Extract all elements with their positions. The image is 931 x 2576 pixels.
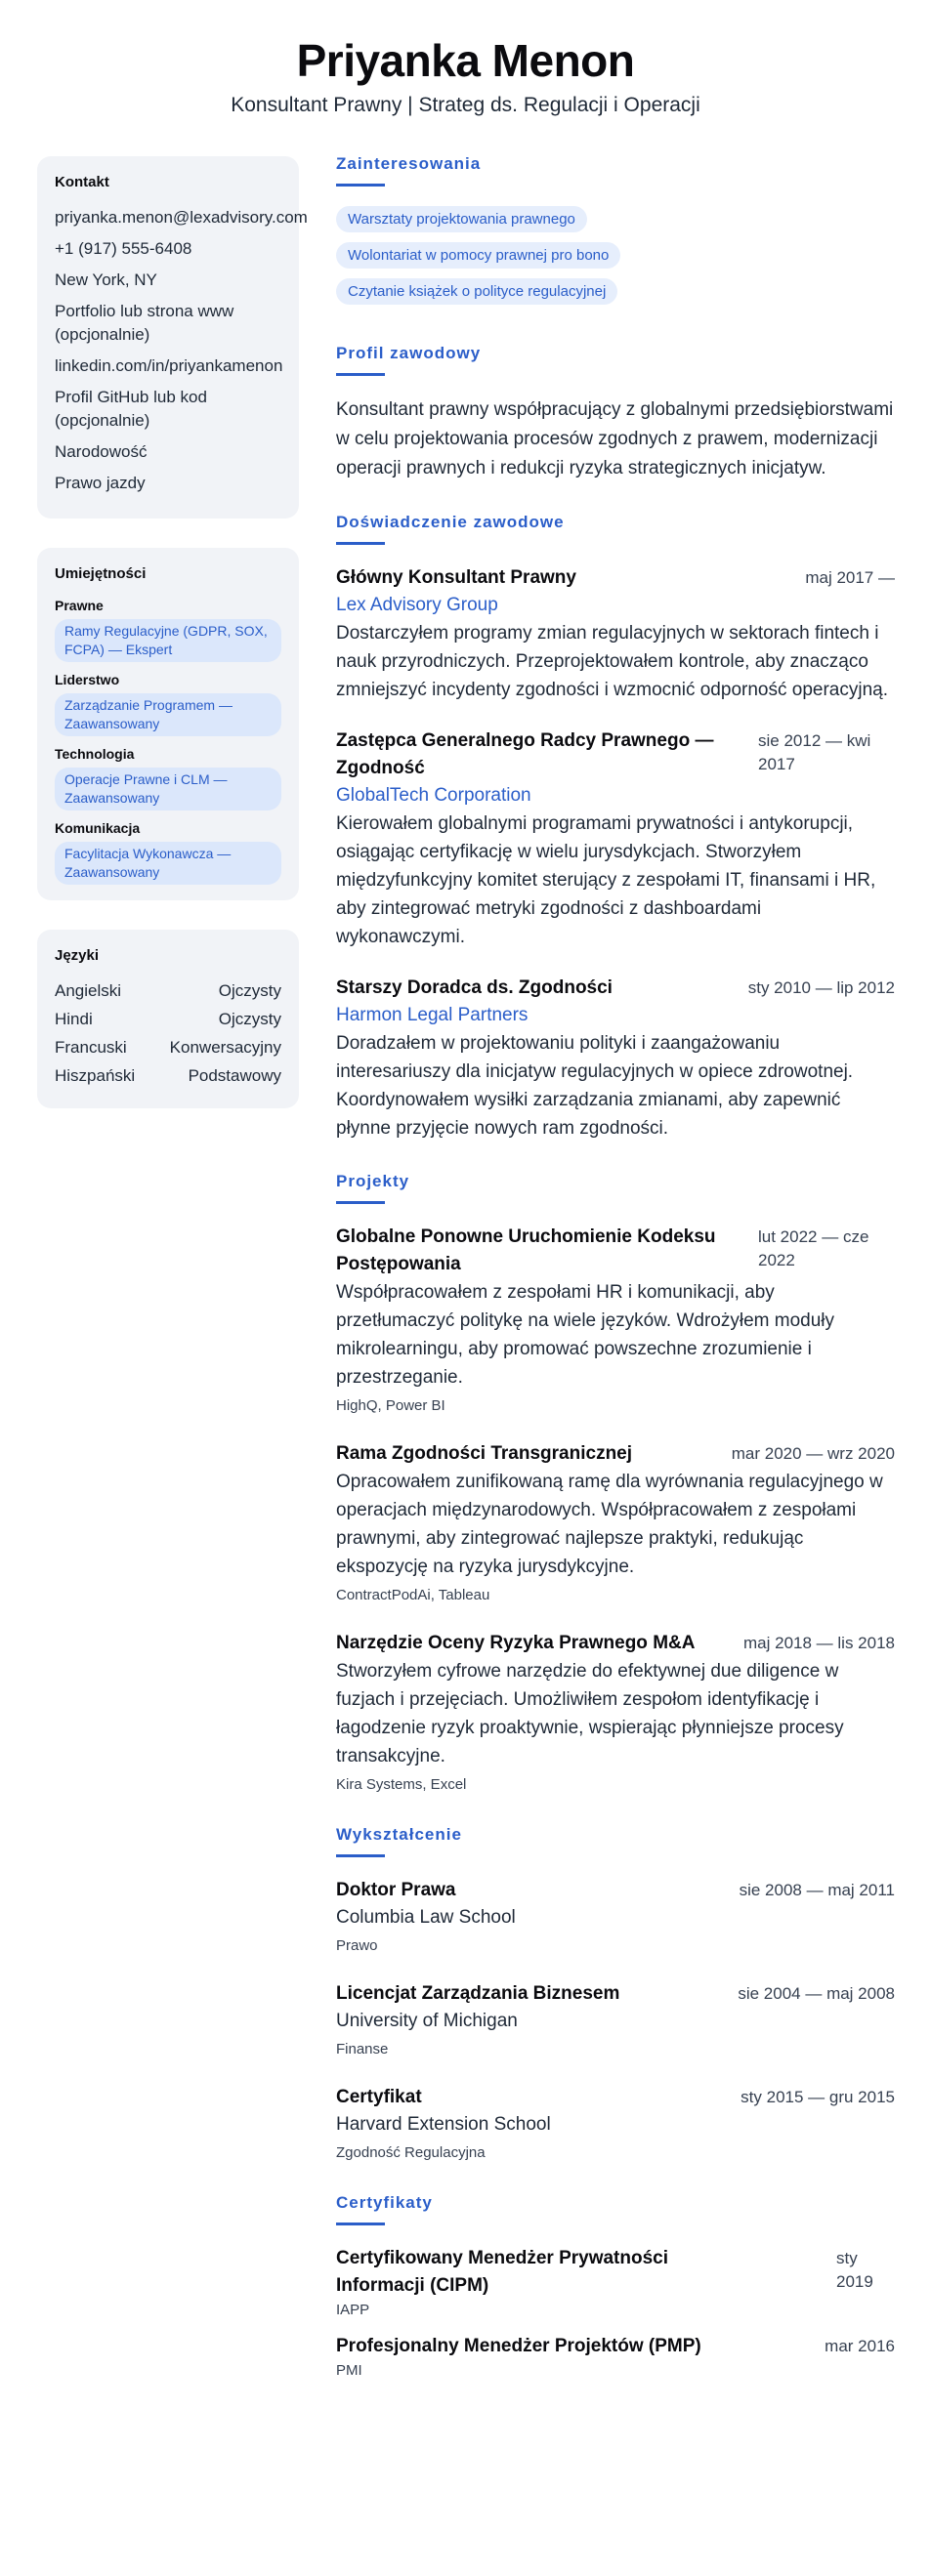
language-name: Hindi [55,1010,93,1028]
language-row [55,1036,281,1059]
experience-section [336,513,895,1143]
experience-title: Doświadczenie zawodowe [336,513,565,531]
job-company: Lex Advisory Group [336,595,498,615]
job-description: Kierowałem globalnymi programami prywatności i antykorupcji, osiągając certyfikację w wielu jurysdykcjach. Stworzyłem międzyfunkcyjny komitet sterujący z zespołami IT, finansami i HR, aby zintegrować metryki zgodności z dashboardami wykonawczymi. [336,813,876,947]
education-field: Prawo [336,1937,378,1954]
project-entry [336,1224,895,1417]
education-entry [336,1980,895,2060]
certification-title: Certyfikowany Menedżer Prywatności Informacji (CIPM) [336,2248,668,2296]
certification-date: sty 2019 [836,2249,873,2291]
education-field: Finanse [336,2041,389,2057]
certifications-section [336,2193,895,2382]
job-title: Główny Konsultant Prawny [336,567,576,588]
profile-text: Konsultant prawny współpracujący z globalnymi przedsiębiorstwami w celu projektowania procesów zgodnych z prawem, modernizacji operacji prawnych i redukcji ryzyka strategicznych inicjatyw. [336,399,894,478]
job-date: sie 2012 — kwi 2017 [758,731,871,773]
experience-entry [336,727,895,951]
certification-entry [336,2245,895,2321]
interests-title: Zainteresowania [336,154,482,173]
skill-category [55,598,281,662]
project-date: lut 2022 — cze 2022 [758,1227,869,1269]
language-name: Hiszpański [55,1066,136,1085]
skill-category-name: Prawne [55,598,104,613]
contact-driving-license: Prawo jazdy [55,474,146,492]
skill-category [55,820,281,885]
certification-issuer: PMI [336,2362,362,2379]
contact-phone[interactable]: +1 (917) 555-6408 [55,239,192,258]
interest-pill: Warsztaty projektowania prawnego [336,206,587,232]
education-section [336,1825,895,2164]
language-name: Angielski [55,981,122,1000]
skill-category [55,672,281,736]
candidate-name: Priyanka Menon [296,35,635,86]
language-level: Ojczysty [218,981,281,1000]
project-description: Stworzyłem cyfrowe narzędzie do efektywnej due diligence w fuzjach i przejęciach. Umożliwiłem zespołom identyfikację i łagodzenie ryzyk proaktywnie, wspierając płynniejsze procesy transakcyjne. [336,1661,844,1766]
contact-title: Kontakt [55,174,109,190]
projects-title: Projekty [336,1172,410,1190]
job-title: Zastępca Generalnego Radcy Prawnego — Zgodność [336,730,714,778]
section-divider [336,184,385,187]
section-divider [336,2223,385,2225]
skill-pill: Ramy Regulacyjne (GDPR, SOX, FCPA) — Ekspert [55,619,281,662]
job-company: GlobalTech Corporation [336,785,531,806]
profile-section [336,344,895,483]
contact-card [37,156,308,519]
school-name: University of Michigan [336,2011,518,2031]
project-description: Opracowałem zunifikowaną ramę dla wyrównania regulacyjnego w operacjach międzynarodowych. Współpracowałem z zespołami prawnymi, aby zintegrować najlepsze praktyki, redukując ekspozycję na ryzyka jurysdykcyjne. [336,1472,883,1577]
contact-linkedin[interactable]: linkedin.com/in/priyankamenon [55,356,283,375]
resume-header [0,0,931,119]
degree-title: Licencjat Zarządzania Biznesem [336,1983,620,2004]
language-row [55,1064,281,1088]
language-level: Konwersacyjny [169,1038,281,1057]
section-divider [336,542,385,545]
certification-issuer: IAPP [336,2302,370,2318]
skill-category-name: Liderstwo [55,672,120,687]
project-date: mar 2020 — wrz 2020 [731,1444,895,1463]
certification-entry [336,2333,895,2382]
section-divider [336,1854,385,1857]
job-company: Harmon Legal Partners [336,1005,529,1025]
project-tools: ContractPodAi, Tableau [336,1587,490,1603]
contact-portfolio: Portfolio lub strona www (opcjonalnie) [55,302,234,344]
education-field: Zgodność Regulacyjna [336,2144,486,2161]
project-title: Narzędzie Oceny Ryzyka Prawnego M&A [336,1633,696,1653]
interest-pill: Wolontariat w pomocy prawnej pro bono [336,242,620,269]
section-divider [336,373,385,376]
main-column [336,154,895,2411]
projects-section [336,1172,895,1796]
project-title: Globalne Ponowne Uruchomienie Kodeksu Postępowania [336,1226,716,1274]
skills-card [37,548,299,900]
certification-date: mar 2016 [825,2337,895,2355]
language-level: Podstawowy [188,1066,281,1085]
interest-pill: Czytanie książek o polityce regulacyjnej [336,278,617,305]
project-description: Współpracowałem z zespołami HR i komunikacji, aby przetłumaczyć politykę na wiele języków. Wdrożyłem moduły mikrolearningu, aby promować powszechne zrozumienie i przestrzeganie. [336,1282,835,1388]
skill-category-name: Technologia [55,746,135,762]
job-date: sty 2010 — lip 2012 [747,978,895,997]
skill-pill: Operacje Prawne i CLM — Zaawansowany [55,768,281,810]
education-date: sie 2004 — maj 2008 [738,1984,895,2003]
languages-title: Języki [55,947,100,964]
school-name: Columbia Law School [336,1907,516,1928]
language-row [55,979,281,1003]
language-level: Ojczysty [218,1010,281,1028]
sidebar [37,156,308,1138]
section-divider [336,1201,385,1204]
degree-title: Certyfikat [336,2087,422,2107]
contact-nationality: Narodowość [55,442,148,461]
skill-pill: Zarządzanie Programem — Zaawansowany [55,693,281,736]
skills-title: Umiejętności [55,565,147,582]
experience-entry [336,564,895,704]
project-entry [336,1630,895,1796]
school-name: Harvard Extension School [336,2114,551,2135]
project-tools: HighQ, Power BI [336,1397,445,1414]
contact-email[interactable]: priyanka.menon@lexadvisory.com [55,208,308,227]
project-title: Rama Zgodności Transgranicznej [336,1443,633,1464]
contact-github: Profil GitHub lub kod (opcjonalnie) [55,388,207,430]
job-description: Doradzałem w projektowaniu polityki i zaangażowaniu interesariuszy dla inicjatyw regulacyjnych w opiece zdrowotnej. Koordynowałem wysiłki zarządzania zmianami, aby zapewnić płynne przyjęcie nowych ram zgodności. [336,1033,854,1139]
education-entry [336,2084,895,2164]
language-row [55,1008,281,1031]
education-title: Wykształcenie [336,1825,462,1844]
project-date: maj 2018 — lis 2018 [743,1634,895,1652]
job-description: Dostarczyłem programy zmian regulacyjnych w sektorach fintech i nauk przyrodniczych. Przeprojektowałem kontrole, aby znacząco zmniejszyć incydenty zgodności i wzmocnić odporność operacyjną. [336,623,888,700]
job-date: maj 2017 — [805,568,895,587]
project-entry [336,1440,895,1606]
candidate-tagline: Konsultant Prawny | Strateg ds. Regulacji i Operacji [231,94,700,116]
education-date: sty 2015 — gru 2015 [741,2088,895,2106]
skill-category-name: Komunikacja [55,820,141,836]
degree-title: Doktor Prawa [336,1880,456,1900]
skill-pill: Facylitacja Wykonawcza — Zaawansowany [55,842,281,885]
profile-title: Profil zawodowy [336,344,482,362]
contact-location: New York, NY [55,270,157,289]
skill-category [55,746,281,810]
project-tools: Kira Systems, Excel [336,1776,467,1793]
languages-card [37,930,299,1108]
job-title: Starszy Doradca ds. Zgodności [336,977,613,998]
experience-entry [336,975,895,1143]
language-name: Francuski [55,1038,127,1057]
certifications-title: Certyfikaty [336,2193,433,2212]
certification-title: Profesjonalny Menedżer Projektów (PMP) [336,2336,701,2356]
interests-section [336,154,895,314]
education-entry [336,1877,895,1957]
education-date: sie 2008 — maj 2011 [739,1881,895,1899]
